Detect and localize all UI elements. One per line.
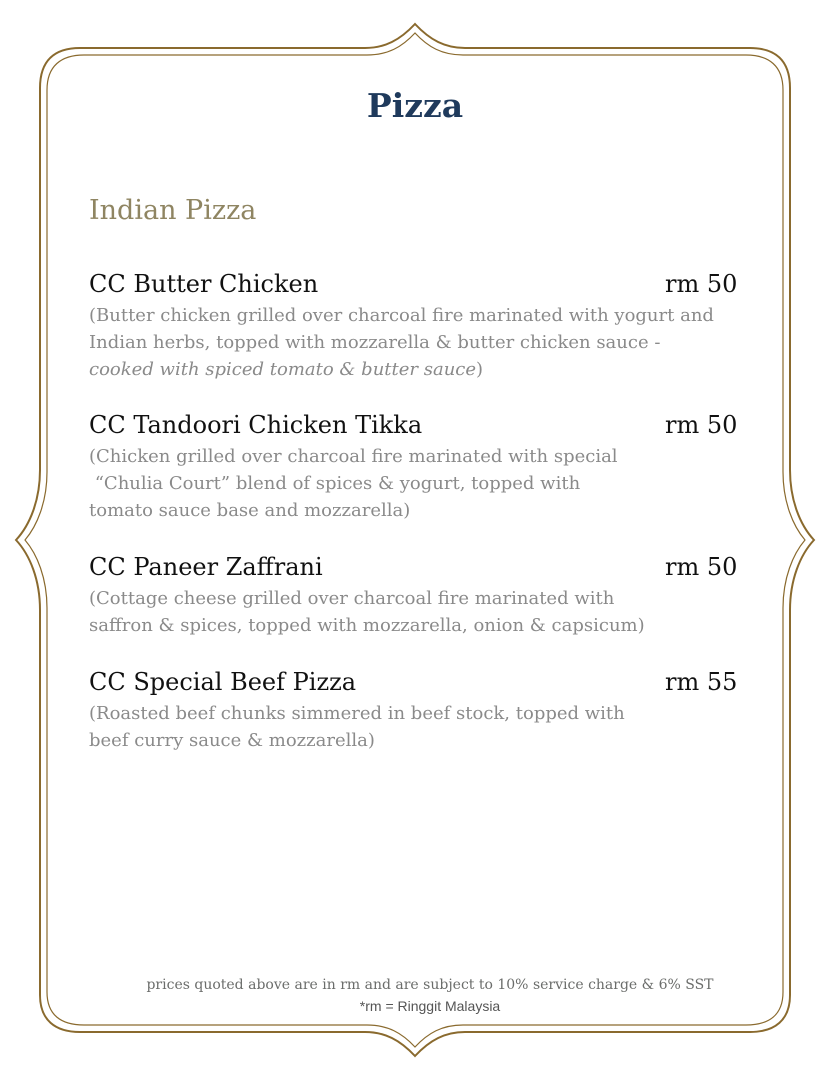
menu-item — [89, 411, 769, 524]
page-title: Pizza — [366, 86, 464, 125]
description-line — [89, 356, 769, 383]
item-description — [89, 700, 769, 754]
item-price: rm 55 — [665, 668, 738, 696]
menu-item — [89, 668, 769, 754]
section-title: Indian Pizza — [89, 195, 257, 226]
description-end: ) — [476, 359, 484, 380]
footer-note: prices quoted above are in rm and are subject to 10% service charge & 6% SST — [146, 977, 714, 993]
description-line: saffron & spices, topped with mozzarella, onion & capsicum) — [89, 615, 645, 636]
description-line: tomato sauce base and mozzarella) — [89, 500, 411, 521]
item-description — [89, 443, 769, 524]
footer-currency-note: *rm = Ringgit Malaysia — [359, 998, 501, 1014]
item-name: CC Special Beef Pizza — [89, 668, 357, 696]
menu-item — [89, 553, 769, 639]
item-description — [89, 585, 769, 639]
description-line: (Butter chicken grilled over charcoal fire marinated with yogurt and — [89, 305, 714, 326]
description-line: (Roasted beef chunks simmered in beef stock, topped with — [89, 703, 625, 724]
menu-item — [89, 270, 769, 383]
description-line: “Chulia Court” blend of spices & yogurt, topped with — [89, 473, 581, 494]
description-italic: cooked with spiced tomato & butter sauce — [89, 359, 477, 380]
item-price: rm 50 — [665, 553, 738, 581]
description-line: beef curry sauce & mozzarella) — [89, 730, 375, 751]
description-line: Indian herbs, topped with mozzarella & butter chicken sauce - — [89, 332, 661, 353]
item-name: CC Tandoori Chicken Tikka — [89, 411, 423, 439]
item-description — [89, 302, 769, 383]
description-line: (Chicken grilled over charcoal fire marinated with special — [89, 446, 618, 467]
item-name: CC Butter Chicken — [89, 270, 319, 298]
description-line: (Cottage cheese grilled over charcoal fire marinated with — [89, 588, 615, 609]
item-price: rm 50 — [665, 270, 738, 298]
item-name: CC Paneer Zaffrani — [89, 553, 323, 581]
item-price: rm 50 — [665, 411, 738, 439]
